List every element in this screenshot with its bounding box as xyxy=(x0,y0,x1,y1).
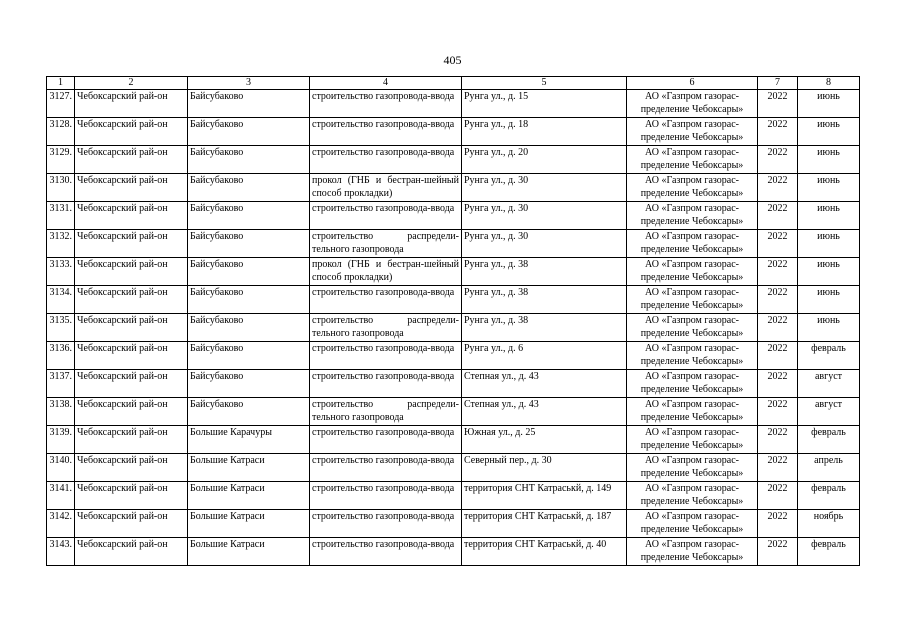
month-cell: июнь xyxy=(798,230,860,258)
address-cell: Северный пер., д. 30 xyxy=(462,454,627,482)
address-cell: Рунга ул., д. 20 xyxy=(462,146,627,174)
work-type-cell: строительство газопровода-ввода xyxy=(310,426,462,454)
organization-cell: АО «Газпром газорас-пределение Чебоксары» xyxy=(627,258,758,286)
month-cell: июнь xyxy=(798,286,860,314)
address-cell: Рунга ул., д. 30 xyxy=(462,230,627,258)
address-cell: Степная ул., д. 43 xyxy=(462,398,627,426)
year-cell: 2022 xyxy=(758,146,798,174)
year-cell: 2022 xyxy=(758,202,798,230)
address-cell: Южная ул., д. 25 xyxy=(462,426,627,454)
year-cell: 2022 xyxy=(758,286,798,314)
address-cell: Рунга ул., д. 38 xyxy=(462,258,627,286)
row-number-cell: 3135. xyxy=(47,314,75,342)
table-row xyxy=(47,454,860,482)
table-body xyxy=(47,90,860,566)
month-cell: апрель xyxy=(798,454,860,482)
table-row xyxy=(47,398,860,426)
row-number-cell: 3142. xyxy=(47,510,75,538)
month-cell: июнь xyxy=(798,314,860,342)
month-cell: июнь xyxy=(798,258,860,286)
year-cell: 2022 xyxy=(758,370,798,398)
row-number-cell: 3141. xyxy=(47,482,75,510)
address-cell: Рунга ул., д. 6 xyxy=(462,342,627,370)
column-header: 1 xyxy=(47,77,75,90)
district-cell: Чебоксарский рай-он xyxy=(75,174,188,202)
organization-cell: АО «Газпром газорас-пределение Чебоксары» xyxy=(627,510,758,538)
settlement-cell: Большие Карачуры xyxy=(188,426,310,454)
organization-cell: АО «Газпром газорас-пределение Чебоксары» xyxy=(627,146,758,174)
settlement-cell: Байсубаково xyxy=(188,258,310,286)
work-type-cell: строительство распредели-тельного газопровода xyxy=(310,230,462,258)
settlement-cell: Байсубаково xyxy=(188,398,310,426)
row-number-cell: 3133. xyxy=(47,258,75,286)
table-row xyxy=(47,510,860,538)
year-cell: 2022 xyxy=(758,454,798,482)
month-cell: февраль xyxy=(798,538,860,566)
organization-cell: АО «Газпром газорас-пределение Чебоксары» xyxy=(627,118,758,146)
work-type-cell: строительство газопровода-ввода xyxy=(310,510,462,538)
table-row xyxy=(47,174,860,202)
district-cell: Чебоксарский рай-он xyxy=(75,370,188,398)
settlement-cell: Байсубаково xyxy=(188,90,310,118)
address-cell: Рунга ул., д. 38 xyxy=(462,286,627,314)
column-header: 7 xyxy=(758,77,798,90)
work-type-cell: строительство газопровода-ввода xyxy=(310,482,462,510)
gasification-table xyxy=(46,76,860,566)
address-cell: Рунга ул., д. 30 xyxy=(462,174,627,202)
year-cell: 2022 xyxy=(758,510,798,538)
table-row xyxy=(47,202,860,230)
address-cell: Рунга ул., д. 30 xyxy=(462,202,627,230)
organization-cell: АО «Газпром газорас-пределение Чебоксары» xyxy=(627,538,758,566)
column-header: 8 xyxy=(798,77,860,90)
district-cell: Чебоксарский рай-он xyxy=(75,258,188,286)
row-number-cell: 3137. xyxy=(47,370,75,398)
work-type-cell: строительство газопровода-ввода xyxy=(310,90,462,118)
column-header: 2 xyxy=(75,77,188,90)
district-cell: Чебоксарский рай-он xyxy=(75,538,188,566)
work-type-cell: строительство распредели-тельного газопровода xyxy=(310,314,462,342)
row-number-cell: 3132. xyxy=(47,230,75,258)
table-row xyxy=(47,90,860,118)
year-cell: 2022 xyxy=(758,538,798,566)
work-type-cell: строительство газопровода-ввода xyxy=(310,454,462,482)
district-cell: Чебоксарский рай-он xyxy=(75,286,188,314)
row-number-cell: 3131. xyxy=(47,202,75,230)
work-type-cell: строительство газопровода-ввода xyxy=(310,146,462,174)
organization-cell: АО «Газпром газорас-пределение Чебоксары» xyxy=(627,230,758,258)
work-type-cell: прокол (ГНБ и бестран-шейный способ прокладки) xyxy=(310,258,462,286)
table-row xyxy=(47,118,860,146)
month-cell: август xyxy=(798,370,860,398)
row-number-cell: 3129. xyxy=(47,146,75,174)
settlement-cell: Байсубаково xyxy=(188,174,310,202)
row-number-cell: 3134. xyxy=(47,286,75,314)
table-row xyxy=(47,342,860,370)
table-row xyxy=(47,314,860,342)
settlement-cell: Байсубаково xyxy=(188,286,310,314)
settlement-cell: Байсубаково xyxy=(188,146,310,174)
year-cell: 2022 xyxy=(758,314,798,342)
organization-cell: АО «Газпром газорас-пределение Чебоксары» xyxy=(627,370,758,398)
settlement-cell: Байсубаково xyxy=(188,202,310,230)
row-number-cell: 3140. xyxy=(47,454,75,482)
settlement-cell: Большие Катраси xyxy=(188,482,310,510)
organization-cell: АО «Газпром газорас-пределение Чебоксары» xyxy=(627,398,758,426)
table-row xyxy=(47,230,860,258)
address-cell: территория СНТ Катраськй, д. 187 xyxy=(462,510,627,538)
month-cell: июнь xyxy=(798,202,860,230)
row-number-cell: 3130. xyxy=(47,174,75,202)
settlement-cell: Байсубаково xyxy=(188,230,310,258)
year-cell: 2022 xyxy=(758,426,798,454)
column-header: 3 xyxy=(188,77,310,90)
work-type-cell: прокол (ГНБ и бестран-шейный способ прокладки) xyxy=(310,174,462,202)
address-cell: Рунга ул., д. 38 xyxy=(462,314,627,342)
work-type-cell: строительство газопровода-ввода xyxy=(310,118,462,146)
year-cell: 2022 xyxy=(758,342,798,370)
row-number-cell: 3127. xyxy=(47,90,75,118)
year-cell: 2022 xyxy=(758,118,798,146)
month-cell: февраль xyxy=(798,342,860,370)
month-cell: июнь xyxy=(798,146,860,174)
district-cell: Чебоксарский рай-он xyxy=(75,314,188,342)
address-cell: Рунга ул., д. 18 xyxy=(462,118,627,146)
page-number: 405 xyxy=(443,53,462,67)
row-number-cell: 3143. xyxy=(47,538,75,566)
settlement-cell: Большие Катраси xyxy=(188,510,310,538)
year-cell: 2022 xyxy=(758,258,798,286)
organization-cell: АО «Газпром газорас-пределение Чебоксары» xyxy=(627,454,758,482)
year-cell: 2022 xyxy=(758,90,798,118)
settlement-cell: Байсубаково xyxy=(188,342,310,370)
table-row xyxy=(47,482,860,510)
work-type-cell: строительство газопровода-ввода xyxy=(310,202,462,230)
column-header: 6 xyxy=(627,77,758,90)
settlement-cell: Большие Катраси xyxy=(188,454,310,482)
district-cell: Чебоксарский рай-он xyxy=(75,90,188,118)
work-type-cell: строительство газопровода-ввода xyxy=(310,370,462,398)
year-cell: 2022 xyxy=(758,482,798,510)
work-type-cell: строительство газопровода-ввода xyxy=(310,286,462,314)
month-cell: февраль xyxy=(798,426,860,454)
table-row xyxy=(47,538,860,566)
organization-cell: АО «Газпром газорас-пределение Чебоксары» xyxy=(627,202,758,230)
district-cell: Чебоксарский рай-он xyxy=(75,118,188,146)
year-cell: 2022 xyxy=(758,230,798,258)
table-row xyxy=(47,286,860,314)
work-type-cell: строительство газопровода-ввода xyxy=(310,538,462,566)
month-cell: август xyxy=(798,398,860,426)
year-cell: 2022 xyxy=(758,398,798,426)
table-row xyxy=(47,146,860,174)
organization-cell: АО «Газпром газорас-пределение Чебоксары» xyxy=(627,426,758,454)
district-cell: Чебоксарский рай-он xyxy=(75,146,188,174)
column-number-row xyxy=(47,77,860,90)
month-cell: июнь xyxy=(798,90,860,118)
address-cell: территория СНТ Катраськй, д. 149 xyxy=(462,482,627,510)
year-cell: 2022 xyxy=(758,174,798,202)
table-row xyxy=(47,370,860,398)
row-number-cell: 3128. xyxy=(47,118,75,146)
organization-cell: АО «Газпром газорас-пределение Чебоксары» xyxy=(627,342,758,370)
district-cell: Чебоксарский рай-он xyxy=(75,454,188,482)
table-row xyxy=(47,426,860,454)
settlement-cell: Байсубаково xyxy=(188,314,310,342)
organization-cell: АО «Газпром газорас-пределение Чебоксары» xyxy=(627,90,758,118)
organization-cell: АО «Газпром газорас-пределение Чебоксары» xyxy=(627,174,758,202)
work-type-cell: строительство газопровода-ввода xyxy=(310,342,462,370)
column-header: 4 xyxy=(310,77,462,90)
address-cell: Рунга ул., д. 15 xyxy=(462,90,627,118)
district-cell: Чебоксарский рай-он xyxy=(75,510,188,538)
row-number-cell: 3139. xyxy=(47,426,75,454)
month-cell: июнь xyxy=(798,174,860,202)
table-row xyxy=(47,258,860,286)
organization-cell: АО «Газпром газорас-пределение Чебоксары» xyxy=(627,314,758,342)
district-cell: Чебоксарский рай-он xyxy=(75,398,188,426)
row-number-cell: 3138. xyxy=(47,398,75,426)
organization-cell: АО «Газпром газорас-пределение Чебоксары» xyxy=(627,286,758,314)
district-cell: Чебоксарский рай-он xyxy=(75,202,188,230)
column-header: 5 xyxy=(462,77,627,90)
settlement-cell: Байсубаково xyxy=(188,370,310,398)
row-number-cell: 3136. xyxy=(47,342,75,370)
district-cell: Чебоксарский рай-он xyxy=(75,482,188,510)
address-cell: Степная ул., д. 43 xyxy=(462,370,627,398)
month-cell: ноябрь xyxy=(798,510,860,538)
district-cell: Чебоксарский рай-он xyxy=(75,342,188,370)
settlement-cell: Байсубаково xyxy=(188,118,310,146)
settlement-cell: Большие Катраси xyxy=(188,538,310,566)
district-cell: Чебоксарский рай-он xyxy=(75,230,188,258)
district-cell: Чебоксарский рай-он xyxy=(75,426,188,454)
month-cell: февраль xyxy=(798,482,860,510)
month-cell: июнь xyxy=(798,118,860,146)
address-cell: территория СНТ Катраськй, д. 40 xyxy=(462,538,627,566)
organization-cell: АО «Газпром газорас-пределение Чебоксары» xyxy=(627,482,758,510)
work-type-cell: строительство распредели-тельного газопровода xyxy=(310,398,462,426)
